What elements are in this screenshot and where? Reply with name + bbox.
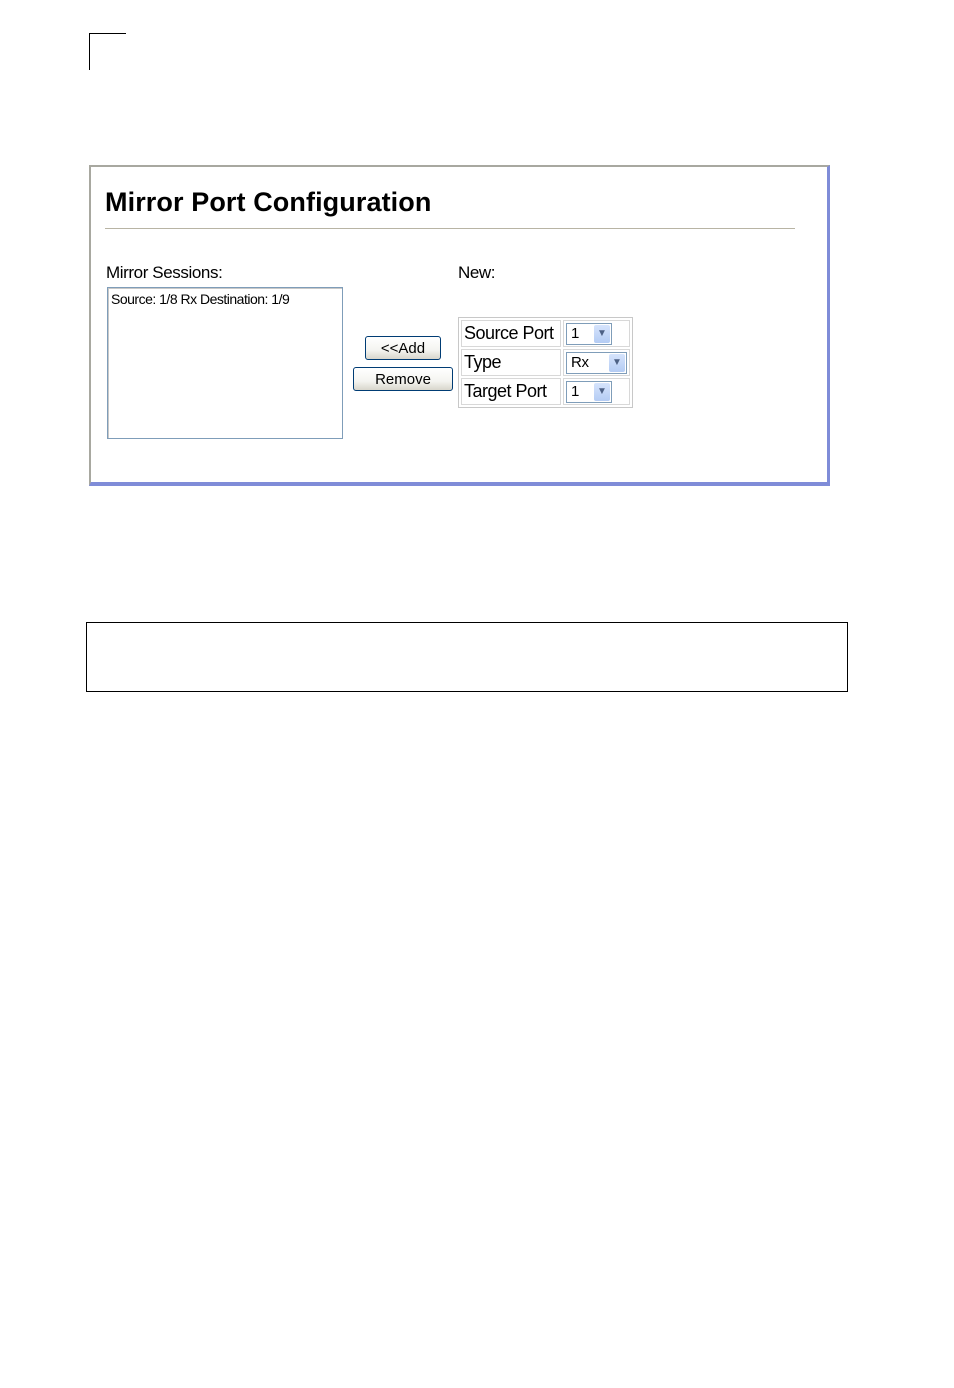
add-button[interactable]: <<Add — [365, 336, 441, 360]
title-divider — [105, 228, 795, 230]
target-port-value: 1 — [571, 382, 580, 400]
source-port-label: Source Port — [461, 320, 561, 347]
type-value: Rx — [571, 353, 589, 371]
source-port-row — [461, 320, 630, 347]
chevron-down-icon[interactable]: ▼ — [609, 354, 625, 372]
type-select[interactable] — [566, 352, 627, 374]
new-session-label: New: — [458, 263, 496, 282]
mirror-port-config-panel — [89, 165, 830, 486]
remove-button[interactable]: Remove — [353, 367, 453, 391]
type-label: Type — [461, 349, 561, 376]
chevron-down-icon[interactable]: ▼ — [594, 325, 610, 343]
target-port-select[interactable] — [566, 381, 612, 403]
mirror-sessions-label: Mirror Sessions: — [106, 263, 223, 282]
new-session-form — [458, 317, 633, 408]
list-item[interactable]: Source: 1/8 Rx Destination: 1/9 — [111, 291, 290, 307]
chevron-down-icon[interactable]: ▼ — [594, 383, 610, 401]
source-port-select[interactable] — [566, 323, 612, 345]
source-port-value: 1 — [571, 324, 580, 342]
target-port-label: Target Port — [461, 378, 561, 405]
type-row — [461, 349, 630, 376]
crop-mark — [89, 33, 126, 70]
mirror-sessions-listbox[interactable] — [107, 287, 343, 439]
page-title: Mirror Port Configuration — [105, 187, 432, 217]
target-port-row — [461, 378, 630, 405]
empty-note-box — [86, 622, 848, 692]
